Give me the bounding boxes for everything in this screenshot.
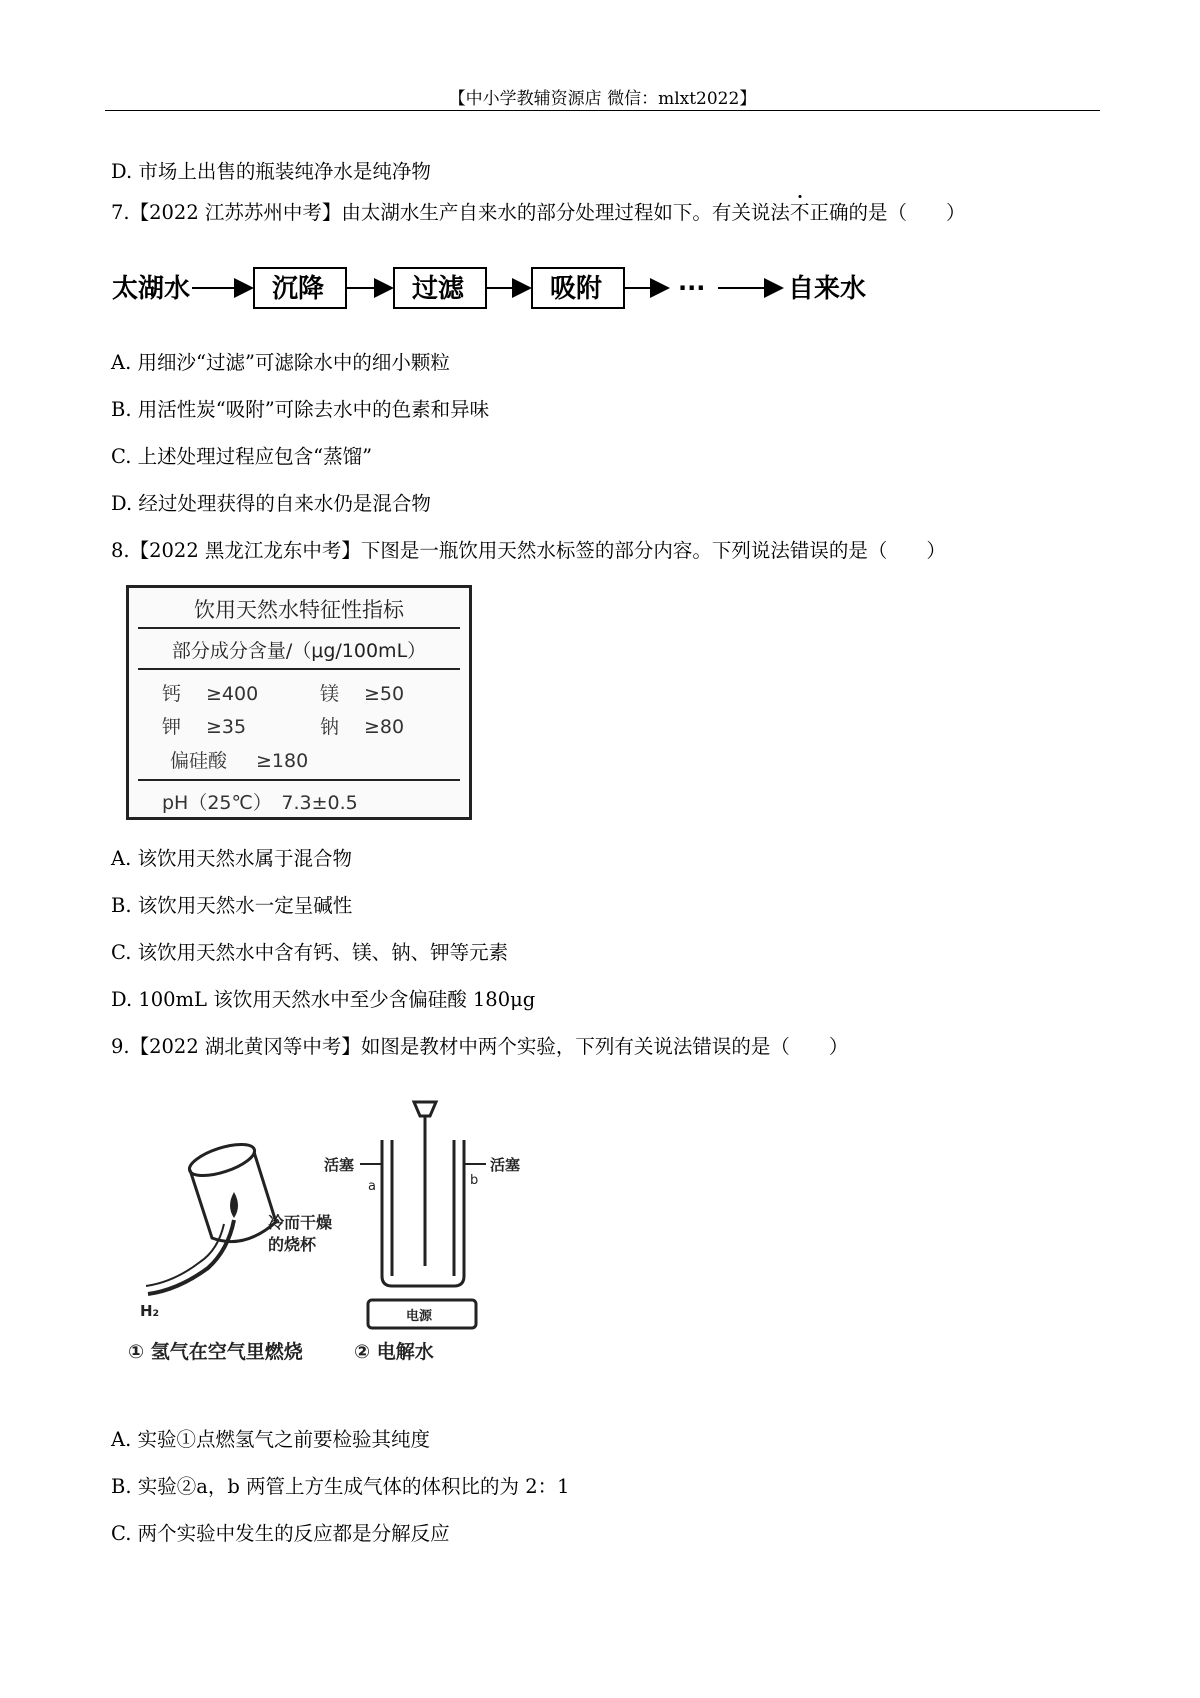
q9-option-a: A. 实验①点燃氢气之前要检验其纯度 <box>111 1428 430 1451</box>
gas-tube-icon <box>146 1220 234 1294</box>
label-metasilicic-acid-value: ≥180 <box>256 750 309 772</box>
valve-label-left: 活塞 <box>324 1156 355 1174</box>
label-sodium: 钠 <box>320 716 340 738</box>
power-source-label: 电源 <box>406 1309 433 1324</box>
tube-b-label: b <box>470 1173 479 1188</box>
flame-icon <box>230 1192 238 1218</box>
caption-experiment-1: ① 氢气在空气里燃烧 <box>128 1341 303 1363</box>
label-sodium-value: ≥80 <box>364 716 405 738</box>
q7-stem-prefix: 7.【2022 江苏苏州中考】由太湖水生产自来水的部分处理过程如下。有关说法 <box>111 201 790 224</box>
label-title: 饮用天然水特征性指标 <box>194 598 404 622</box>
label-subtitle: 部分成分含量/（μg/100mL） <box>171 640 427 662</box>
flow-step-1: 沉降 <box>272 274 325 304</box>
beaker-label-line1: 冷而干燥 <box>268 1213 333 1232</box>
label-calcium-value: ≥400 <box>206 683 259 705</box>
q9-stem: 9.【2022 湖北黄冈等中考】如图是教材中两个实验，下列有关说法错误的是（ ） <box>111 1035 849 1058</box>
q9-option-c: C. 两个实验中发生的反应都是分解反应 <box>111 1522 450 1545</box>
q6-option-d: D. 市场上出售的瓶装纯净水是纯净物 <box>111 160 431 183</box>
beaker-label-line2: 的烧杯 <box>268 1235 317 1254</box>
q7-option-b: B. 用活性炭“吸附”可除去水中的色素和异味 <box>111 398 490 421</box>
label-ph: pH（25℃） 7.3±0.5 <box>162 792 358 814</box>
page-header: 【中小学教辅资源店 微信：mlxt2022】 <box>448 89 757 109</box>
q8-option-b: B. 该饮用天然水一定呈碱性 <box>111 894 353 917</box>
q8-option-c: C. 该饮用天然水中含有钙、镁、钠、钾等元素 <box>111 941 509 964</box>
label-calcium: 钙 <box>162 683 182 705</box>
q7-stem <box>111 197 965 225</box>
q7-process-flow-diagram <box>112 262 872 314</box>
q7-option-c: C. 上述处理过程应包含“蒸馏” <box>111 445 373 468</box>
flow-step-2: 过滤 <box>412 274 465 304</box>
tube-a-label: a <box>368 1179 376 1194</box>
label-magnesium: 镁 <box>320 683 340 705</box>
label-potassium: 钾 <box>162 716 182 738</box>
q8-option-a: A. 该饮用天然水属于混合物 <box>111 847 352 870</box>
q9-option-b: B. 实验②a，b 两管上方生成气体的体积比的为 2：1 <box>111 1475 570 1498</box>
flow-end-label: 自来水 <box>788 274 867 304</box>
label-metasilicic-acid: 偏硅酸 <box>170 750 228 772</box>
flow-start-label: 太湖水 <box>112 274 191 304</box>
gas-label: H₂ <box>140 1302 160 1320</box>
valve-label-right: 活塞 <box>490 1156 521 1174</box>
caption-experiment-2: ② 电解水 <box>354 1341 434 1363</box>
q7-option-d: D. 经过处理获得的自来水仍是混合物 <box>111 492 431 515</box>
flow-ellipsis: ··· <box>678 274 706 302</box>
label-magnesium-value: ≥50 <box>364 683 405 705</box>
q8-water-label-figure <box>126 585 472 820</box>
flow-step-3: 吸附 <box>550 274 603 304</box>
q7-option-a: A. 用细沙“过滤”可滤除水中的细小颗粒 <box>111 351 450 374</box>
electrolysis-apparatus-icon <box>368 1102 479 1328</box>
q8-option-d: D. 100mL 该饮用天然水中至少含偏硅酸 180μg <box>111 988 536 1011</box>
q9-experiment-figure <box>128 1090 558 1365</box>
header-divider <box>105 110 1100 111</box>
q8-stem: 8.【2022 黑龙江龙东中考】下图是一瓶饮用天然水标签的部分内容。下列说法错误的是（ ） <box>111 539 946 562</box>
q7-stem-suffix: 正确的是（ ） <box>809 201 966 224</box>
label-potassium-value: ≥35 <box>206 716 247 738</box>
q7-stem-emphasis: 不 <box>789 201 810 224</box>
